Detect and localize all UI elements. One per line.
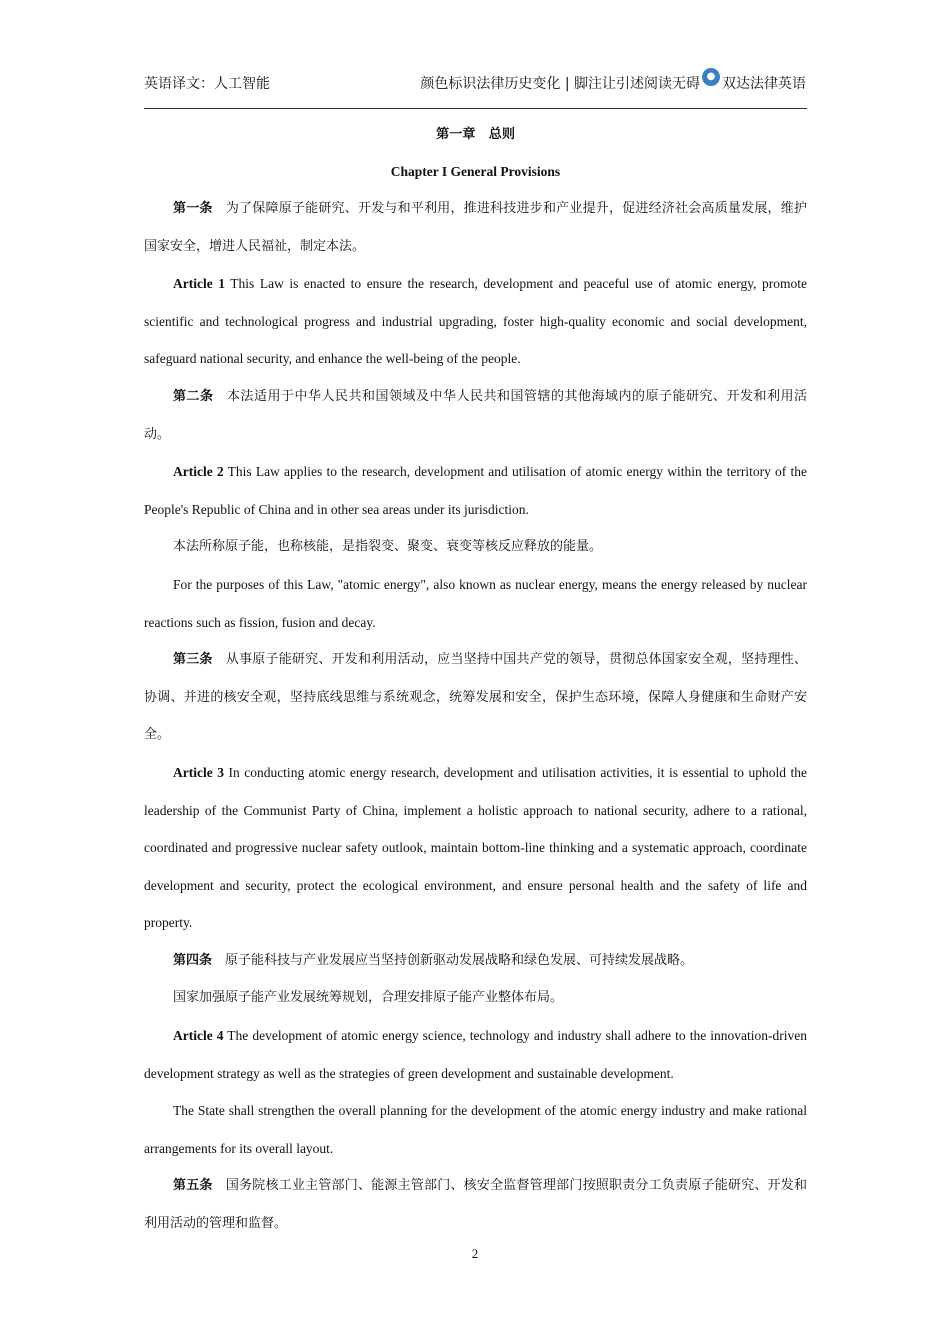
article-label: Article 1: [173, 276, 226, 292]
article-label: 第一条: [173, 201, 213, 216]
paragraph-text: 国务院核工业主管部门、能源主管部门、核安全监督管理部门按照职责分工负责原子能研究、开发和利用活动的管理和监督。: [144, 1178, 807, 1232]
paragraph: [144, 528, 807, 566]
paragraph-text: This Law applies to the research, development and utilisation of atomic energy within the territory of the People's Republic of China and in other sea areas under its jurisdiction.: [144, 464, 807, 517]
paragraph: [144, 378, 807, 453]
paragraph: [144, 641, 807, 754]
article-label: 第三条: [173, 652, 213, 668]
paragraph: [144, 942, 807, 980]
paragraph-text: 本法适用于中华人民共和国领域及中华人民共和国管辖的其他海域内的原子能研究、开发和利用活动。: [144, 388, 807, 442]
paragraph-text: This Law is enacted to ensure the research, development and peaceful use of atomic energy, promote scientific and technological progress and industrial upgrading, foster high-quality economic and social development, safeguard national security, and enhance the well-being of the people.: [144, 276, 807, 367]
paragraph-text: 从事原子能研究、开发和利用活动，应当坚持中国共产党的领导，贯彻总体国家安全观，坚持理性、协调、并进的核安全观，坚持底线思维与系统观念，统筹发展和安全，保护生态环境，保障人身健康和生命财产安全。: [144, 652, 807, 743]
article-label: 第五条: [173, 1178, 213, 1194]
brand-logo-icon: ●: [702, 68, 720, 86]
header-brand: 双达法律英语: [722, 76, 806, 92]
article-label: Article 4: [173, 1028, 224, 1044]
paragraph: [144, 190, 807, 265]
document-body: [144, 125, 807, 1243]
article-label: 第四条: [173, 952, 213, 968]
paragraph: [144, 1167, 807, 1242]
article-label: Article 2: [173, 464, 224, 480]
paragraph: [144, 453, 807, 528]
paragraph: [144, 1092, 807, 1167]
page-number: 2: [471, 1246, 479, 1261]
paragraph-text: For the purposes of this Law, "atomic energy", also known as nuclear energy, means the energy released by nuclear reactions such as fission, fusion and decay.: [144, 576, 807, 630]
paragraph-text: 原子能科技与产业发展应当坚持创新驱动发展战略和绿色发展、可持续发展战略。: [225, 952, 694, 968]
paragraph-text: The State shall strengthen the overall planning for the development of the atomic energy industry and make rational arrangements for its overall layout.: [144, 1103, 807, 1156]
header-left-title: 英语译文：人工智能: [144, 76, 270, 92]
paragraph: [144, 754, 807, 942]
paragraph-text: 本法所称原子能，也称核能，是指裂变、聚变、衰变等核反应释放的能量。: [173, 539, 603, 555]
paragraph: [144, 1017, 807, 1092]
chapter-title-cn: 第一章 总则: [435, 127, 516, 142]
paragraph-text: 为了保障原子能研究、开发与和平利用，推进科技进步和产业提升，促进经济社会高质量发展，维护国家安全，增进人民福祉，制定本法。: [144, 201, 807, 254]
paragraph-text: 国家加强原子能产业发展统筹规划，合理安排原子能产业整体布局。: [173, 990, 564, 1006]
paragraph-text: In conducting atomic energy research, development and utilisation activities, it is essential to uphold the leadership of the Communist Party of China, implement a holistic approach to national security, adhere to a rational, coordinated and progressive nuclear safety outlook, maintain bottom-line thinking and a systematic approach, coordinate development and security, protect the ecological environment, and ensure personal health and the safety of life and property.: [144, 764, 807, 931]
article-label: Article 3: [173, 764, 224, 780]
header-tagline: 颜色标识法律历史变化 | 脚注让引述阅读无碍: [420, 76, 700, 92]
paragraph: [144, 979, 807, 1017]
header-right-banner: [420, 73, 806, 93]
article-label: 第二条: [173, 388, 214, 404]
paragraph-text: The development of atomic energy science, technology and industry shall adhere to the innovation-driven development strategy as well as the strategies of green development and sustainable development.: [144, 1028, 807, 1081]
header-divider: [144, 108, 807, 109]
paragraph: [144, 265, 807, 378]
paragraph: [144, 566, 807, 641]
chapter-title-en: Chapter I General Provisions: [390, 164, 561, 179]
